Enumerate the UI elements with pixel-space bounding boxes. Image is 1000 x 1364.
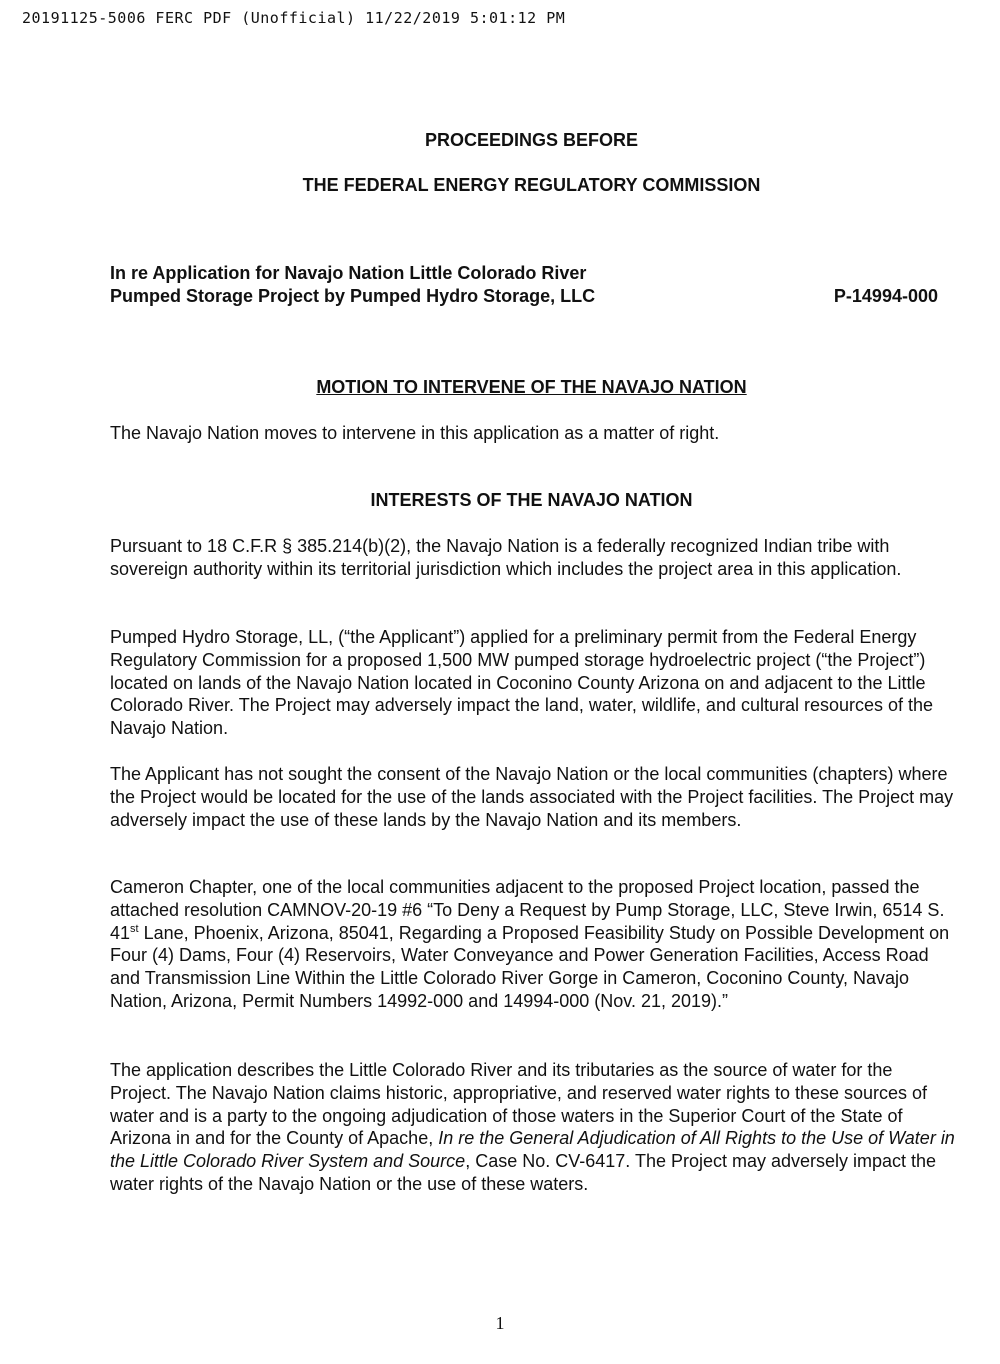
case-citation: In re the General Adjudication of All Rights to the Use of Water in the Little Colorado River System and Source <box>110 1128 955 1172</box>
paragraph-1: Pursuant to 18 C.F.R § 385.214(b)(2), the Navajo Nation is a federally recognized Indian tribe with sovereign authority within its territorial jurisdiction which includes the project area in this application. <box>110 536 902 579</box>
heading-proceedings: PROCEEDINGS BEFORE <box>424 130 639 150</box>
paragraph-5 <box>110 1059 955 1196</box>
paragraph-4 <box>110 876 955 1013</box>
caption-line-2: Pumped Storage Project by Pumped Hydro Storage, LLC <box>110 286 596 306</box>
paragraph-4-part-a: Cameron Chapter, one of the local communities adjacent to the proposed Project location, passed the attached resolution CAMNOV-20-19 #6 “To Deny a Request by Pump Storage, LLC, Steve Irwin, 6514 S. 41 <box>110 877 945 943</box>
docket-number: P-14994-000 <box>833 286 938 306</box>
intro-paragraph: The Navajo Nation moves to intervene in this application as a matter of right. <box>110 423 720 443</box>
paragraph-5-part-a: The application describes the Little Colorado River and its tributaries as the source of water for the Project. The Navajo Nation claims historic, appropriative, and reserved water rights to these sources of water and is a party to the ongoing adjudication of those waters in the Superior Court of the State of Arizona in and for the County of Apache, <box>110 1060 928 1149</box>
caption-line-1: In re Application for Navajo Nation Little Colorado River <box>110 263 587 283</box>
paragraph-4-part-b: Lane, Phoenix, Arizona, 85041, Regarding a Proposed Feasibility Study on Possible Development on Four (4) Dams, Four (4) Reservoirs, Water Conveyance and Power Generation Facilities, Access Road and Transmission Line Within the Little Colorado River Gorge in Cameron, Coconino County, Navajo Nation, Arizona, Permit Numbers 14992-000 and 14994-000 (Nov. 21, 2019).” <box>110 922 950 1011</box>
ferc-filing-stamp: 20191125-5006 FERC PDF (Unofficial) 11/22/2019 5:01:12 PM <box>22 9 566 27</box>
interests-title: INTERESTS OF THE NAVAJO NATION <box>370 490 693 510</box>
case-caption <box>110 262 730 308</box>
paragraph-4-superscript: st <box>130 922 139 935</box>
page-number: 1 <box>495 1313 505 1333</box>
motion-title <box>110 376 953 398</box>
heading-commission: THE FEDERAL ENERGY REGULATORY COMMISSION <box>302 175 761 195</box>
paragraph-5-part-b: , Case No. CV-6417. The Project may adversely impact the water rights of the Navajo Nation or the use of these waters. <box>110 1151 937 1194</box>
paragraph-3: The Applicant has not sought the consent of the Navajo Nation or the local communities (chapters) where the Project would be located for the use of the lands associated with the Project facilities. The Project may adversely impact the use of these lands by the Navajo Nation and its members. <box>110 764 954 830</box>
motion-title-text: MOTION TO INTERVENE OF THE NAVAJO NATION <box>316 377 747 397</box>
paragraph-2: Pumped Hydro Storage, LL, (“the Applicant”) applied for a preliminary permit from the Federal Energy Regulatory Commission for a proposed 1,500 MW pumped storage hydroelectric project (“the Project”) located on lands of the Navajo Nation located in Coconino County Arizona on and adjacent to the Little Colorado River. The Project may adversely impact the land, water, wildlife, and cultural resources of the Navajo Nation. <box>110 627 934 739</box>
